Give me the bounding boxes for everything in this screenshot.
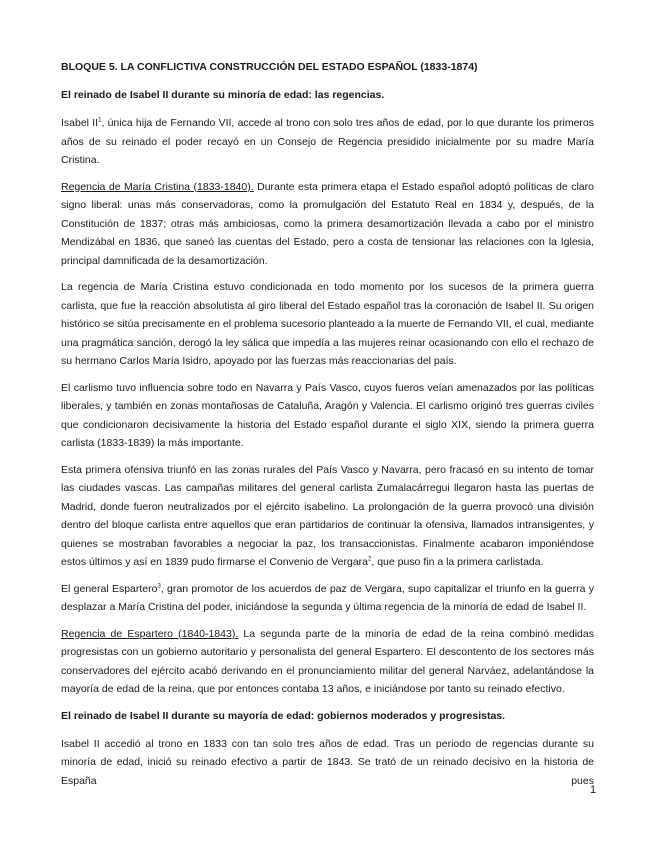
ofensiva-text-b: , que puso fin a la primera carlistada.	[371, 556, 544, 568]
paragraph-regencia-maria-cristina	[61, 178, 594, 271]
paragraph-mayoria-intro: Isabel II accedió al trono en 1833 con tan solo tres años de edad. Tras un periodo de regencias durante su minoría de edad, inició su reinado efectivo a partir de 1843. Se trató de un reinado decisivo en la historia de España pues	[61, 737, 594, 787]
regencia-maria-cristina-label: Regencia de María Cristina (1833-1840).	[61, 180, 254, 193]
footnote-ref-2: 2	[368, 556, 372, 563]
regencia-espartero-label: Regencia de Espartero (1840-1843).	[61, 627, 239, 640]
regencia-maria-cristina-text: Durante esta primera etapa el Estado español adoptó políticas de claro signo liberal: unas más conservadoras, como la promulgación del Estatuto Real en 1834 y, después, de la Constitución de 1837; otras más ambiciosas, como la primera desamortización llevada a cabo por el ministro Mendizábal en 1836, que saneó las cuentas del Estado, pero a costa de tensionar las relaciones con la Iglesia, principal damnificada de la desamortización.	[61, 180, 594, 267]
section-heading-minoria: El reinado de Isabel II durante su minoría de edad: las regencias.	[61, 89, 385, 101]
page-number: 1	[590, 784, 597, 796]
paragraph-ofensiva	[61, 461, 594, 572]
ofensiva-text-a: Esta primera ofensiva triunfó en las zonas rurales del País Vasco y Navarra, pero fracasó en su intento de tomar las ciudades vascas. Las campañas militares del general carlista Zumalacárregui llegaron hasta las puertas de Madrid, donde fueron neutralizados por el ejército isabelino. La prolongación de la guerra provocó una división dentro del bloque carlista entre aquellos que eran partidarios de continuar la ofensiva, llamados intransigentes, y quienes se mostraban favorables a negociar la paz, los transaccionistas. Finalmente acabaron imponiéndose estos últimos y así en 1839 pudo firmarse el Convenio de Vergara	[61, 463, 594, 568]
intro-text-a: Isabel II	[61, 117, 99, 129]
document-title: BLOQUE 5. LA CONFLICTIVA CONSTRUCCIÓN DEL ESTADO ESPAÑOL (1833-1874)	[61, 61, 478, 73]
footnote-ref-1: 1	[98, 117, 102, 124]
paragraph-espartero	[61, 580, 594, 617]
section-heading-mayoria: El reinado de Isabel II durante su mayoría de edad: gobiernos moderados y progresistas.	[61, 709, 506, 722]
paragraph-intro	[61, 114, 594, 170]
paragraph-carlismo: El carlismo tuvo influencia sobre todo en Navarra y País Vasco, cuyos fueros veían amenazados por las políticas liberales, y también en zonas montañosas de Cataluña, Aragón y Valencia. El carlismo originó tres guerras civiles que condicionaron decisivamente la historia del Estado español durante el siglo XIX, siendo la primera guerra carlista (1833-1839) la más importante.	[61, 381, 594, 449]
regencia-espartero-text: La segunda parte de la minoría de edad de la reina combinó medidas progresistas con un gobierno autoritario y personalista del general Espartero. El descontento de los sectores más conservadores del ejército acabó derivando en el pronunciamiento militar del general Narváez, adelantándose la mayoría de edad de la reina, que por entonces contaba 13 años, e iniciándose por tanto su reinado efectivo.	[61, 627, 594, 695]
intro-text-b: , única hija de Fernando VII, accede al trono con solo tres años de edad, por lo que durante los primeros años de su reinado el poder recayó en un Consejo de Regencia presidido inicialmente por su madre María Cristina.	[61, 117, 594, 166]
paragraph-guerra-carlista: La regencia de María Cristina estuvo condicionada en todo momento por los sucesos de la primera guerra carlista, que fue la reacción absolutista al giro liberal del Estado español tras la coronación de Isabel II. Su origen histórico se sitúa precisamente en el problema sucesorio planteado a la muerte de Fernando VII, el cual, mediante una pragmática sanción, derogó la ley sálica que impedía a las mujeres reinar ocasionando con ello el rechazo de su hermano Carlos María Isidro, apoyado por las fuerzas más reaccionarias del país.	[61, 281, 594, 367]
espartero-text-a: El general Espartero	[61, 582, 158, 595]
paragraph-regencia-espartero	[61, 625, 594, 699]
espartero-text-b: , gran promotor de los acuerdos de paz de Vergara, supo capitalizar el triunfo en la guerra y desplazar a María Cristina del poder, iniciándose la segunda y última regencia de la minoría de edad de Isabel II.	[61, 582, 594, 613]
footnote-ref-3: 3	[157, 583, 161, 589]
